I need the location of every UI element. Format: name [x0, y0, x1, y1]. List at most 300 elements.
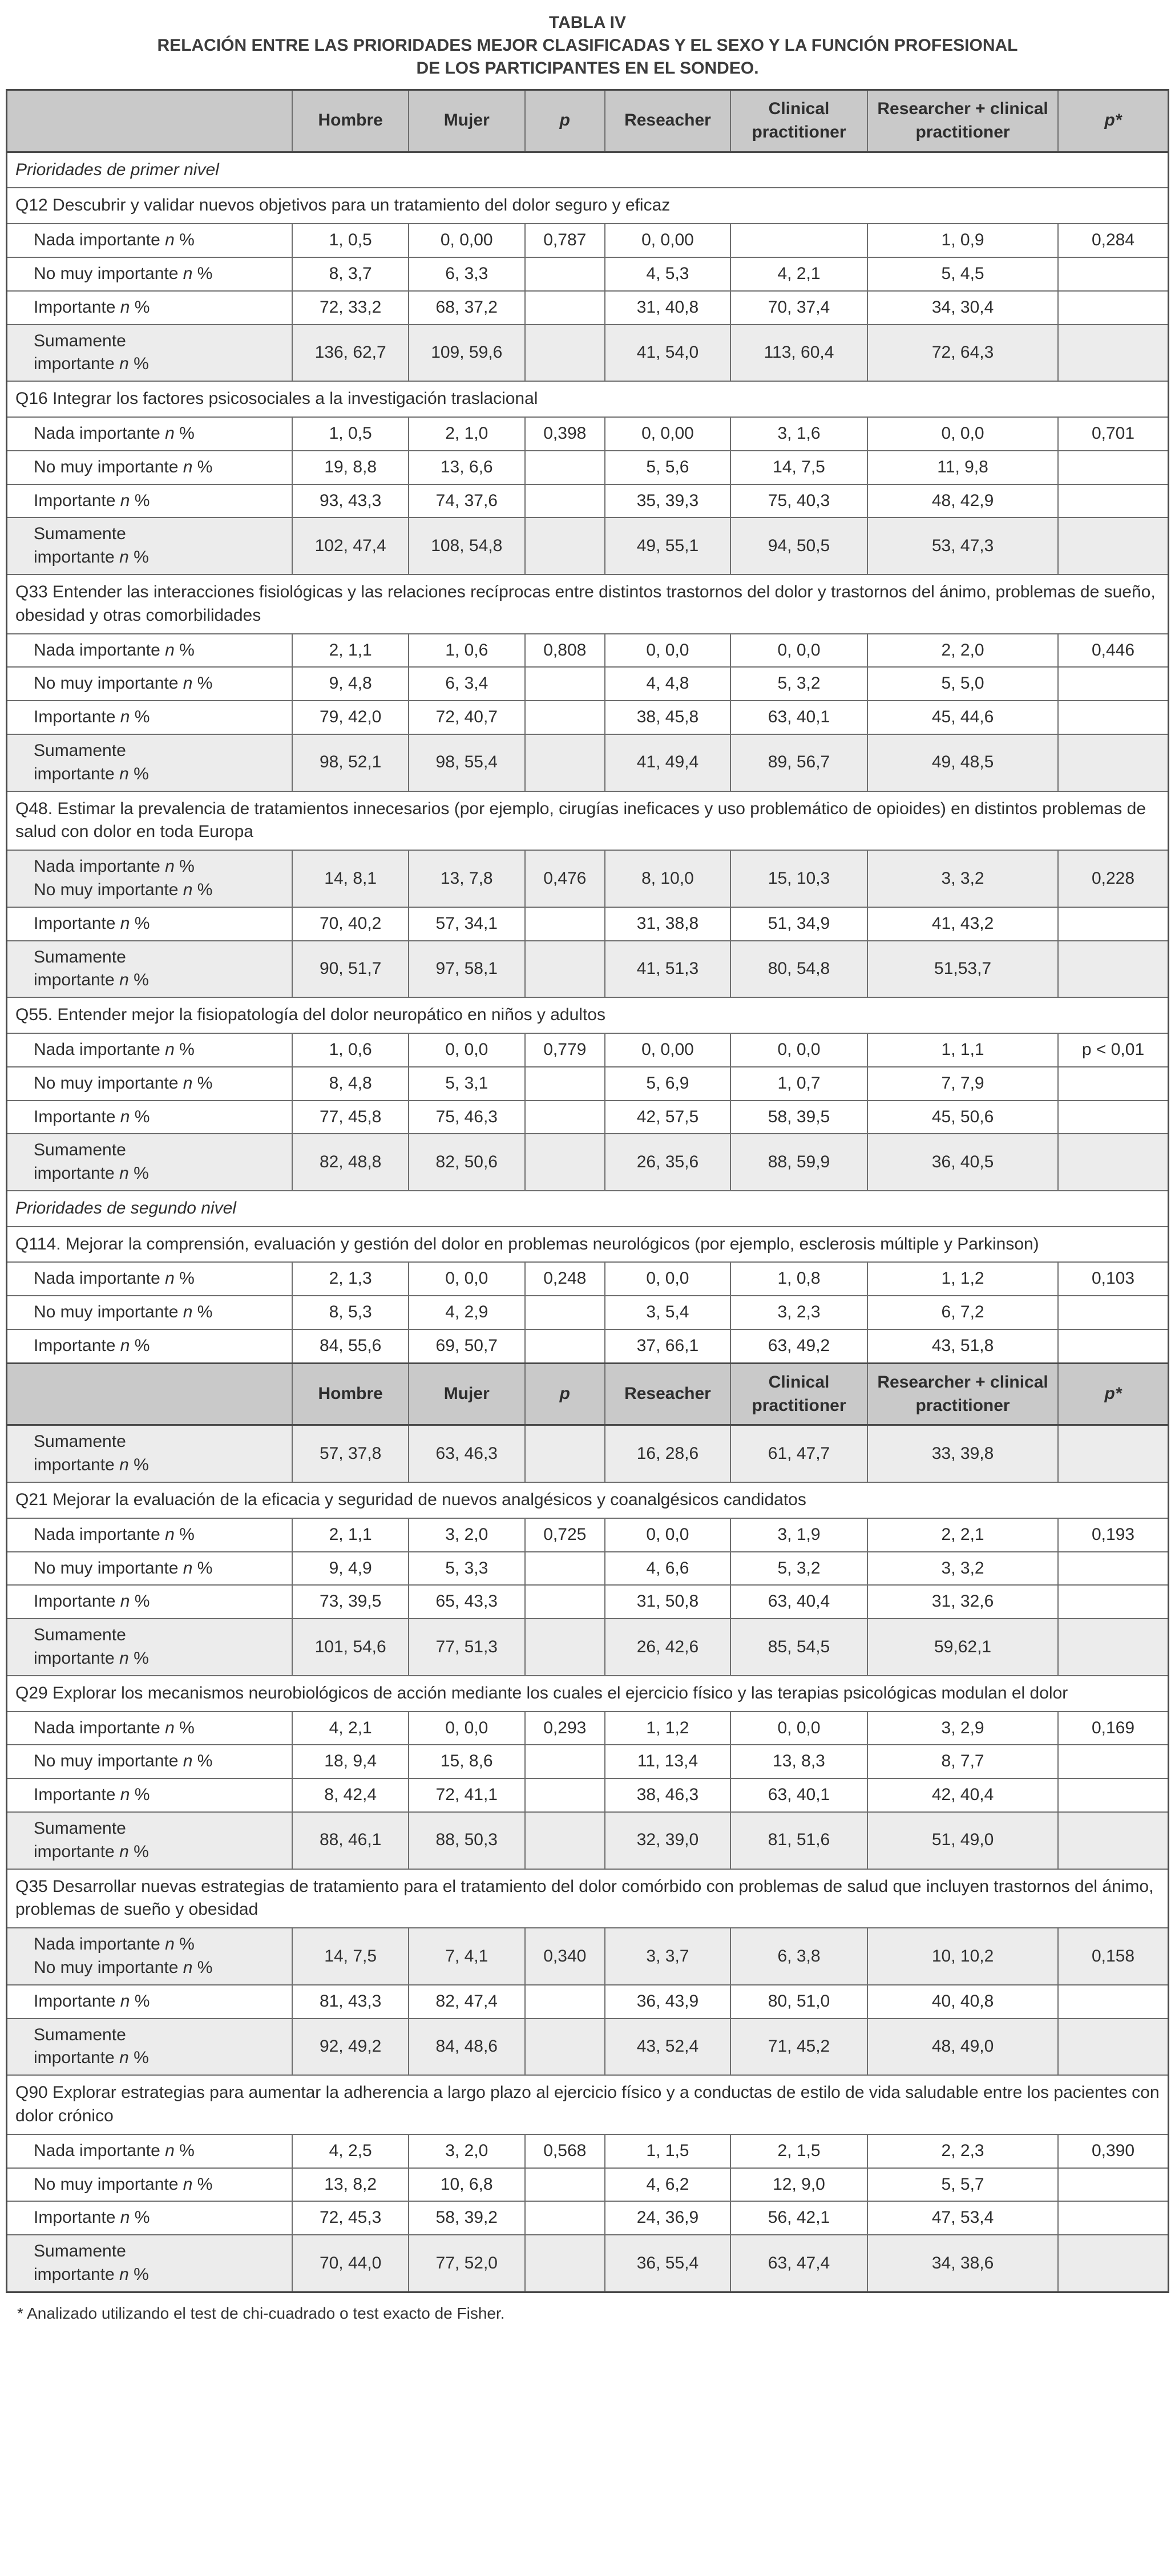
value-cell: 0,725 — [525, 1518, 605, 1552]
value-cell — [525, 1425, 605, 1482]
value-cell: 0,779 — [525, 1033, 605, 1067]
value-cell: 0,808 — [525, 634, 605, 668]
value-cell: 48, 49,0 — [867, 2019, 1058, 2076]
n-symbol: n — [165, 1040, 175, 1059]
value-cell: 41, 51,3 — [605, 941, 730, 998]
table-row — [7, 1745, 1169, 1778]
value-cell: 10, 6,8 — [409, 2168, 525, 2202]
value-cell: 94, 50,5 — [730, 517, 867, 575]
value-cell: 0,446 — [1058, 634, 1168, 668]
value-cell: 4, 2,1 — [292, 1712, 409, 1745]
value-cell: 101, 54,6 — [292, 1619, 409, 1676]
row-label-cell: Sumamente importante n % — [7, 734, 293, 791]
row-label-cell: Importante n % — [7, 2201, 293, 2235]
question-row — [7, 1227, 1169, 1263]
value-cell: 4, 6,6 — [605, 1552, 730, 1586]
table-row — [7, 1296, 1169, 1329]
n-symbol: n — [165, 1718, 175, 1737]
value-cell: 4, 2,9 — [409, 1296, 525, 1329]
value-cell: 2, 2,0 — [867, 634, 1058, 668]
table-row — [7, 1552, 1169, 1586]
column-header-clinical-practitioner: Clinical practitioner — [730, 1363, 867, 1425]
value-cell: 14, 8,1 — [292, 850, 409, 907]
value-cell: 70, 40,2 — [292, 907, 409, 941]
value-cell: 70, 37,4 — [730, 291, 867, 325]
value-cell: 45, 44,6 — [867, 701, 1058, 734]
n-symbol: n — [165, 1269, 175, 1288]
value-cell: 0, 0,0 — [605, 1518, 730, 1552]
question-row — [7, 1869, 1169, 1928]
table-footnote: * Analizado utilizando el test de chi-cuadrado o test exacto de Fisher. — [17, 2304, 505, 2322]
row-label-cell: Nada importante n % — [7, 1518, 293, 1552]
n-symbol: n — [183, 264, 193, 283]
row-label-cell: No muy importante n % — [7, 451, 293, 484]
value-cell: 98, 55,4 — [409, 734, 525, 791]
value-cell: p < 0,01 — [1058, 1033, 1168, 1067]
value-cell: 8, 3,7 — [292, 257, 409, 291]
row-label-cell: No muy importante n % — [7, 2168, 293, 2202]
value-cell: 1, 0,7 — [730, 1067, 867, 1101]
value-cell: 72, 33,2 — [292, 291, 409, 325]
value-cell: 3, 2,3 — [730, 1296, 867, 1329]
value-cell: 0, 0,0 — [867, 417, 1058, 451]
n-symbol: n — [183, 880, 193, 899]
question-row — [7, 575, 1169, 634]
table-row — [7, 941, 1169, 998]
value-cell: 51, 49,0 — [867, 1812, 1058, 1869]
table-row — [7, 907, 1169, 941]
table-row — [7, 417, 1169, 451]
table-caption-line1: RELACIÓN ENTRE LAS PRIORIDADES MEJOR CLASIFICADAS Y EL SEXO Y LA FUNCIÓN PROFESIONAL — [157, 36, 1018, 55]
value-cell: 79, 42,0 — [292, 701, 409, 734]
value-cell: 45, 50,6 — [867, 1101, 1058, 1134]
section-row — [7, 152, 1169, 188]
value-cell: 1, 0,9 — [867, 224, 1058, 257]
value-cell: 88, 50,3 — [409, 1812, 525, 1869]
value-cell — [525, 701, 605, 734]
n-symbol: n — [165, 2141, 175, 2160]
value-cell: 72, 45,3 — [292, 2201, 409, 2235]
n-symbol: n — [119, 970, 129, 990]
value-cell: 5, 5,6 — [605, 451, 730, 484]
value-cell — [1058, 1812, 1168, 1869]
row-label-cell: No muy importante n % — [7, 1067, 293, 1101]
value-cell — [1058, 1134, 1168, 1191]
value-cell: 1, 1,5 — [605, 2134, 730, 2168]
value-cell: 3, 2,0 — [409, 1518, 525, 1552]
row-label-cell: Sumamente importante n % — [7, 2019, 293, 2076]
table-row — [7, 634, 1169, 668]
section-cell: Prioridades de primer nivel — [7, 152, 1169, 188]
value-cell: 0, 0,0 — [730, 634, 867, 668]
n-symbol: n — [183, 674, 193, 693]
table-row — [7, 701, 1169, 734]
value-cell: 0, 0,0 — [605, 1262, 730, 1296]
value-cell: 3, 5,4 — [605, 1296, 730, 1329]
value-cell — [1058, 1425, 1168, 1482]
row-label-cell: Nada importante n % No muy importante n % — [7, 1928, 293, 1985]
table-row — [7, 1101, 1169, 1134]
value-cell: 72, 40,7 — [409, 701, 525, 734]
column-header-mujer: Mujer — [409, 1363, 525, 1425]
value-cell: 84, 55,6 — [292, 1329, 409, 1363]
column-header-p: p* — [1058, 1363, 1168, 1425]
question-q114: Q114. Mejorar la comprensión, evaluación y gestión del dolor en problemas neurológicos (por ejemplo, esclerosis múltiple y Parkinson) — [7, 1227, 1169, 1263]
question-q21: Q21 Mejorar la evaluación de la eficacia y seguridad de nuevos analgésicos y coanalgésicos candidatos — [7, 1482, 1169, 1518]
value-cell: 41, 54,0 — [605, 325, 730, 382]
value-cell: 3, 3,2 — [867, 850, 1058, 907]
value-cell: 34, 38,6 — [867, 2235, 1058, 2292]
value-cell: 24, 36,9 — [605, 2201, 730, 2235]
priorities-table-body — [7, 90, 1169, 2292]
value-cell — [1058, 734, 1168, 791]
value-cell: 90, 51,7 — [292, 941, 409, 998]
value-cell — [525, 1585, 605, 1619]
value-cell — [525, 1778, 605, 1812]
n-symbol: n — [120, 297, 130, 317]
value-cell: 2, 2,3 — [867, 2134, 1058, 2168]
row-label-cell: Importante n % — [7, 701, 293, 734]
column-header-researcher-clinical-practitioner: Researcher + clinical practitioner — [867, 90, 1058, 152]
value-cell: 48, 42,9 — [867, 484, 1058, 518]
value-cell — [1058, 907, 1168, 941]
row-label-cell: Importante n % — [7, 1985, 293, 2019]
value-cell: 5, 6,9 — [605, 1067, 730, 1101]
value-cell: 73, 39,5 — [292, 1585, 409, 1619]
row-label-cell: No muy importante n % — [7, 1745, 293, 1778]
value-cell: 43, 51,8 — [867, 1329, 1058, 1363]
value-cell: 63, 49,2 — [730, 1329, 867, 1363]
table-row — [7, 734, 1169, 791]
table-number: TABLA IV — [549, 13, 626, 32]
value-cell: 49, 55,1 — [605, 517, 730, 575]
row-label-cell: Nada importante n % — [7, 634, 293, 668]
value-cell — [525, 2019, 605, 2076]
row-label-cell: Sumamente importante n % — [7, 941, 293, 998]
value-cell: 5, 3,2 — [730, 667, 867, 701]
row-label-cell: Importante n % — [7, 907, 293, 941]
value-cell — [525, 2235, 605, 2292]
n-symbol: n — [119, 548, 129, 567]
table-row — [7, 224, 1169, 257]
question-q35: Q35 Desarrollar nuevas estrategias de tratamiento para el tratamiento del dolor comórbido con problemas de salud que incluyen trastornos del ánimo, problemas de sueño y obesidad — [7, 1869, 1169, 1928]
value-cell: 0, 0,0 — [409, 1262, 525, 1296]
value-cell: 49, 48,5 — [867, 734, 1058, 791]
value-cell — [1058, 1619, 1168, 1676]
value-cell: 75, 46,3 — [409, 1101, 525, 1134]
value-cell — [525, 1329, 605, 1363]
value-cell: 71, 45,2 — [730, 2019, 867, 2076]
row-label-cell: Sumamente importante n % — [7, 1812, 293, 1869]
value-cell: 41, 43,2 — [867, 907, 1058, 941]
value-cell: 4, 2,5 — [292, 2134, 409, 2168]
value-cell: 1, 0,6 — [292, 1033, 409, 1067]
value-cell: 6, 3,4 — [409, 667, 525, 701]
value-cell: 3, 1,9 — [730, 1518, 867, 1552]
value-cell: 5, 3,2 — [730, 1552, 867, 1586]
value-cell — [1058, 1985, 1168, 2019]
row-label-cell: Importante n % — [7, 1585, 293, 1619]
value-cell — [1058, 2201, 1168, 2235]
value-cell: 97, 58,1 — [409, 941, 525, 998]
question-row — [7, 997, 1169, 1033]
value-cell: 88, 59,9 — [730, 1134, 867, 1191]
n-symbol: n — [165, 1524, 175, 1544]
n-symbol: n — [165, 857, 175, 876]
column-header-hombre: Hombre — [292, 90, 409, 152]
value-cell: 82, 47,4 — [409, 1985, 525, 2019]
value-cell: 7, 7,9 — [867, 1067, 1058, 1101]
value-cell: 53, 47,3 — [867, 517, 1058, 575]
value-cell: 1, 0,5 — [292, 417, 409, 451]
value-cell: 6, 7,2 — [867, 1296, 1058, 1329]
value-cell — [1058, 667, 1168, 701]
table-row — [7, 1067, 1169, 1101]
question-row — [7, 791, 1169, 851]
value-cell: 0, 0,00 — [409, 224, 525, 257]
value-cell: 9, 4,8 — [292, 667, 409, 701]
value-cell: 43, 52,4 — [605, 2019, 730, 2076]
value-cell: 70, 44,0 — [292, 2235, 409, 2292]
n-symbol: n — [119, 1842, 129, 1861]
table-row — [7, 2168, 1169, 2202]
value-cell — [1058, 1329, 1168, 1363]
value-cell: 10, 10,2 — [867, 1928, 1058, 1985]
value-cell: 6, 3,3 — [409, 257, 525, 291]
row-label-cell: Nada importante n % — [7, 2134, 293, 2168]
value-cell — [1058, 1067, 1168, 1101]
table-row — [7, 1033, 1169, 1067]
value-cell: 5, 5,7 — [867, 2168, 1058, 2202]
value-cell — [525, 1619, 605, 1676]
value-cell: 61, 47,7 — [730, 1425, 867, 1482]
value-cell — [1058, 701, 1168, 734]
value-cell: 93, 43,3 — [292, 484, 409, 518]
table-row — [7, 517, 1169, 575]
question-row — [7, 2075, 1169, 2134]
question-q48: Q48. Estimar la prevalencia de tratamientos innecesarios (por ejemplo, cirugías ineficaces y uso problemático de opioides) en distintos problemas de salud con dolor en toda Europa — [7, 791, 1169, 851]
value-cell: 0,169 — [1058, 1712, 1168, 1745]
value-cell: 77, 45,8 — [292, 1101, 409, 1134]
value-cell — [1058, 1101, 1168, 1134]
value-cell: 59,62,1 — [867, 1619, 1058, 1676]
value-cell: 81, 43,3 — [292, 1985, 409, 2019]
n-symbol: n — [165, 640, 175, 660]
row-label-cell: No muy importante n % — [7, 257, 293, 291]
value-cell: 13, 8,2 — [292, 2168, 409, 2202]
table-row — [7, 1262, 1169, 1296]
value-cell — [1058, 2235, 1168, 2292]
row-label-cell: Nada importante n % — [7, 1262, 293, 1296]
value-cell: 36, 55,4 — [605, 2235, 730, 2292]
table-title-block — [6, 11, 1169, 80]
n-symbol: n — [165, 1935, 175, 1954]
value-cell: 0,284 — [1058, 224, 1168, 257]
value-cell: 41, 49,4 — [605, 734, 730, 791]
n-symbol: n — [120, 1991, 130, 2011]
value-cell: 56, 42,1 — [730, 2201, 867, 2235]
section-cell: Prioridades de segundo nivel — [7, 1191, 1169, 1227]
value-cell: 84, 48,6 — [409, 2019, 525, 2076]
n-symbol: n — [119, 764, 129, 783]
value-cell: 0, 0,0 — [730, 1712, 867, 1745]
n-symbol: n — [119, 1455, 129, 1475]
value-cell — [525, 1745, 605, 1778]
value-cell — [525, 941, 605, 998]
section-row — [7, 1191, 1169, 1227]
row-label-cell: Importante n % — [7, 1101, 293, 1134]
value-cell: 5, 3,3 — [409, 1552, 525, 1586]
value-cell: 72, 41,1 — [409, 1778, 525, 1812]
question-row — [7, 1482, 1169, 1518]
n-symbol: n — [120, 1336, 130, 1356]
question-q12: Q12 Descubrir y validar nuevos objetivos para un tratamiento del dolor seguro y eficaz — [7, 188, 1169, 224]
value-cell: 2, 1,0 — [409, 417, 525, 451]
value-cell: 51, 34,9 — [730, 907, 867, 941]
table-row — [7, 667, 1169, 701]
value-cell — [525, 484, 605, 518]
column-header-clinical-practitioner: Clinical practitioner — [730, 90, 867, 152]
value-cell: 47, 53,4 — [867, 2201, 1058, 2235]
value-cell: 80, 51,0 — [730, 1985, 867, 2019]
value-cell: 13, 7,8 — [409, 850, 525, 907]
question-row — [7, 381, 1169, 417]
value-cell: 19, 8,8 — [292, 451, 409, 484]
value-cell: 3, 2,0 — [409, 2134, 525, 2168]
value-cell: 0, 0,0 — [730, 1033, 867, 1067]
column-header-row-label — [7, 1363, 293, 1425]
value-cell: 3, 1,6 — [730, 417, 867, 451]
n-symbol: n — [120, 491, 130, 510]
column-header-p: p — [525, 90, 605, 152]
value-cell — [1058, 2168, 1168, 2202]
value-cell: 57, 34,1 — [409, 907, 525, 941]
value-cell: 31, 40,8 — [605, 291, 730, 325]
n-symbol: n — [165, 230, 175, 250]
value-cell: 33, 39,8 — [867, 1425, 1058, 1482]
n-symbol: n — [183, 1752, 193, 1771]
value-cell: 1, 1,2 — [605, 1712, 730, 1745]
row-label-cell: Sumamente importante n % — [7, 325, 293, 382]
value-cell: 4, 4,8 — [605, 667, 730, 701]
value-cell — [525, 1985, 605, 2019]
value-cell — [525, 667, 605, 701]
value-cell: 40, 40,8 — [867, 1985, 1058, 2019]
value-cell: 9, 4,9 — [292, 1552, 409, 1586]
question-row — [7, 188, 1169, 224]
value-cell: 0,228 — [1058, 850, 1168, 907]
value-cell: 75, 40,3 — [730, 484, 867, 518]
value-cell: 82, 50,6 — [409, 1134, 525, 1191]
value-cell: 51,53,7 — [867, 941, 1058, 998]
value-cell: 2, 1,1 — [292, 1518, 409, 1552]
n-symbol: n — [119, 2264, 129, 2284]
value-cell: 63, 40,4 — [730, 1585, 867, 1619]
value-cell — [525, 257, 605, 291]
row-label-cell: Sumamente importante n % — [7, 2235, 293, 2292]
value-cell: 1, 0,6 — [409, 634, 525, 668]
value-cell — [1058, 484, 1168, 518]
row-label-cell: Sumamente importante n % — [7, 1619, 293, 1676]
table-row — [7, 1518, 1169, 1552]
row-label-cell: Nada importante n % — [7, 224, 293, 257]
question-q33: Q33 Entender las interacciones fisiológicas y las relaciones recíprocas entre distintos trastornos del dolor y trastornos del ánimo, problemas de sueño, obesidad y otras comorbilidades — [7, 575, 1169, 634]
n-symbol: n — [120, 2208, 130, 2227]
value-cell: 0,193 — [1058, 1518, 1168, 1552]
row-label-cell: Importante n % — [7, 1778, 293, 1812]
n-symbol: n — [183, 457, 193, 476]
value-cell: 88, 46,1 — [292, 1812, 409, 1869]
table-row — [7, 484, 1169, 518]
value-cell: 14, 7,5 — [730, 451, 867, 484]
question-q29: Q29 Explorar los mecanismos neurobiológicos de acción mediante los cuales el ejercicio físico y las terapias psicológicas modulan el dolor — [7, 1676, 1169, 1712]
value-cell: 3, 3,7 — [605, 1928, 730, 1985]
value-cell: 13, 6,6 — [409, 451, 525, 484]
question-q16: Q16 Integrar los factores psicosociales a la investigación traslacional — [7, 381, 1169, 417]
value-cell: 37, 66,1 — [605, 1329, 730, 1363]
n-symbol: n — [120, 707, 130, 727]
n-symbol: n — [120, 1592, 130, 1611]
table-row — [7, 257, 1169, 291]
value-cell: 36, 43,9 — [605, 1985, 730, 2019]
value-cell — [1058, 517, 1168, 575]
value-cell: 92, 49,2 — [292, 2019, 409, 2076]
table-row — [7, 1928, 1169, 1985]
row-label-cell: Importante n % — [7, 484, 293, 518]
value-cell: 0, 0,00 — [605, 1033, 730, 1067]
value-cell — [1058, 1296, 1168, 1329]
value-cell: 11, 13,4 — [605, 1745, 730, 1778]
value-cell: 13, 8,3 — [730, 1745, 867, 1778]
value-cell: 108, 54,8 — [409, 517, 525, 575]
value-cell: 58, 39,5 — [730, 1101, 867, 1134]
value-cell: 1, 1,2 — [867, 1262, 1058, 1296]
value-cell: 0, 0,0 — [409, 1712, 525, 1745]
value-cell: 8, 42,4 — [292, 1778, 409, 1812]
value-cell — [525, 325, 605, 382]
value-cell: 82, 48,8 — [292, 1134, 409, 1191]
value-cell: 63, 47,4 — [730, 2235, 867, 2292]
value-cell: 15, 8,6 — [409, 1745, 525, 1778]
value-cell: 2, 1,5 — [730, 2134, 867, 2168]
table-row — [7, 1812, 1169, 1869]
n-symbol: n — [119, 2048, 129, 2068]
value-cell: 80, 54,8 — [730, 941, 867, 998]
value-cell: 3, 2,9 — [867, 1712, 1058, 1745]
value-cell — [525, 2168, 605, 2202]
row-label-cell: Importante n % — [7, 291, 293, 325]
value-cell: 0,248 — [525, 1262, 605, 1296]
value-cell: 0, 0,0 — [409, 1033, 525, 1067]
value-cell: 81, 51,6 — [730, 1812, 867, 1869]
value-cell: 57, 37,8 — [292, 1425, 409, 1482]
value-cell: 26, 42,6 — [605, 1619, 730, 1676]
n-symbol: n — [120, 913, 130, 933]
value-cell: 77, 51,3 — [409, 1619, 525, 1676]
table-header-row — [7, 1363, 1169, 1425]
n-symbol: n — [119, 1164, 129, 1183]
column-header-hombre: Hombre — [292, 1363, 409, 1425]
question-q55: Q55. Entender mejor la fisiopatología del dolor neuropático en niños y adultos — [7, 997, 1169, 1033]
n-symbol: n — [120, 1107, 130, 1126]
value-cell — [1058, 325, 1168, 382]
table-row — [7, 1329, 1169, 1363]
value-cell: 42, 57,5 — [605, 1101, 730, 1134]
value-cell: 31, 32,6 — [867, 1585, 1058, 1619]
value-cell: 11, 9,8 — [867, 451, 1058, 484]
value-cell: 31, 38,8 — [605, 907, 730, 941]
value-cell: 34, 30,4 — [867, 291, 1058, 325]
